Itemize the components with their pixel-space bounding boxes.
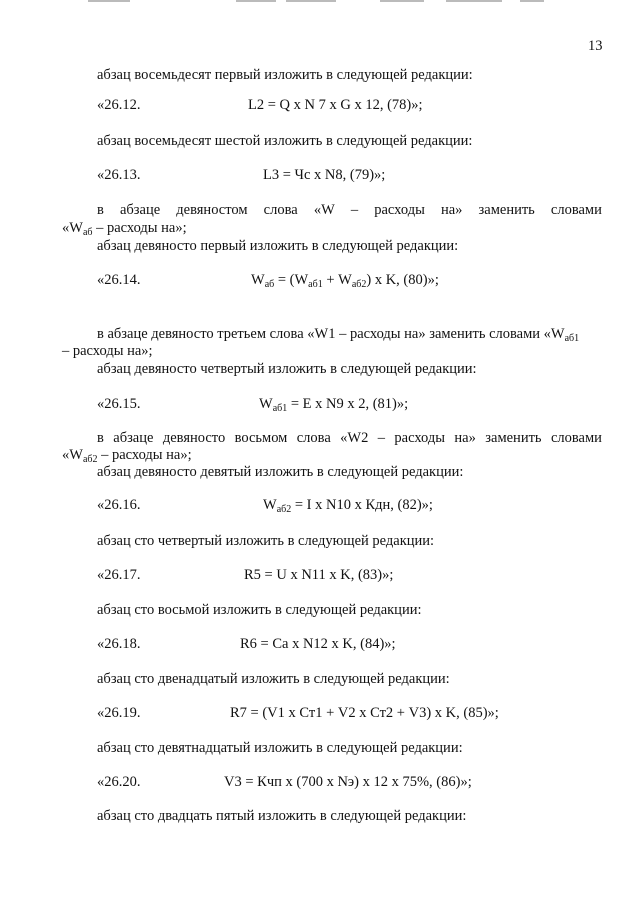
word: на» xyxy=(454,430,476,446)
paragraph-text: – расходы на»; xyxy=(62,343,153,359)
formula: $W_{аб2} = I$ x N10 x Кдн, (82)»; xyxy=(263,497,433,515)
word: – xyxy=(377,430,386,446)
scan-artifact-line xyxy=(446,0,502,2)
paragraph-text: в абзаце девяносто третьем слова «W1 – расходы на» заменить словами «$W_{аб1}$ xyxy=(97,326,580,344)
formula-number: «26.12. xyxy=(97,97,141,113)
word: «W2 xyxy=(340,430,369,446)
formula-number: «26.16. xyxy=(97,497,141,513)
paragraph-text: абзац девяносто девятый изложить в следующей редакции: xyxy=(97,464,464,480)
word: словами xyxy=(550,202,602,218)
formula: R5 = U x N11 x K, (83)»; xyxy=(244,567,394,583)
formula-number: «26.20. xyxy=(97,774,141,790)
paragraph-text: абзац восемьдесят первый изложить в следующей редакции: xyxy=(97,67,473,83)
paragraph-text: абзац сто двадцать пятый изложить в следующей редакции: xyxy=(97,808,467,824)
word: заменить xyxy=(485,430,542,446)
paragraph-text: абзац сто восьмой изложить в следующей редакции: xyxy=(97,602,422,618)
formula: $W_{аб1} = E$ x N9 x 2, (81)»; xyxy=(259,396,409,414)
formula: R6 = Ca x N12 x K, (84)»; xyxy=(240,636,396,652)
paragraph-text: абзац восемьдесят шестой изложить в следующей редакции: xyxy=(97,133,473,149)
formula-number: «26.18. xyxy=(97,636,141,652)
formula: $W_{аб} = (W_{аб1} + W_{аб2})$ x K, (80)»; xyxy=(251,272,439,290)
formula-number: «26.13. xyxy=(97,167,141,183)
word: в xyxy=(97,202,104,218)
word: расходы xyxy=(374,202,425,218)
scan-artifact-line xyxy=(520,0,544,2)
paragraph-text: «$W_{аб2}$ – расходы на»; xyxy=(62,447,192,465)
word: словами xyxy=(550,430,602,446)
formula-number: «26.14. xyxy=(97,272,141,288)
formula-number: «26.19. xyxy=(97,705,141,721)
formula: V3 = Кчп x (700 x Nэ) x 12 x 75%, (86)»; xyxy=(224,774,472,790)
scan-artifact-line xyxy=(380,0,424,2)
paragraph-text: абзац девяносто четвертый изложить в следующей редакции: xyxy=(97,361,477,377)
word: слова xyxy=(263,202,298,218)
word: заменить xyxy=(478,202,535,218)
paragraph-line-justified xyxy=(97,430,602,447)
paragraph-text: абзац сто девятнадцатый изложить в следующей редакции: xyxy=(97,740,463,756)
word: абзаце xyxy=(119,202,161,218)
paragraph-text: «$W_{аб}$ – расходы на»; xyxy=(62,220,187,238)
word: на» xyxy=(440,202,463,218)
paragraph-text: абзац девяносто первый изложить в следующей редакции: xyxy=(97,238,459,254)
word: восьмом xyxy=(234,430,288,446)
word: слова xyxy=(296,430,331,446)
word: «W xyxy=(313,202,335,218)
word: абзаце xyxy=(113,430,154,446)
word: расходы xyxy=(394,430,446,446)
word: девяносто xyxy=(162,430,226,446)
paragraph-text: абзац сто четвертый изложить в следующей редакции: xyxy=(97,533,435,549)
paragraph-text: абзац сто двенадцатый изложить в следующей редакции: xyxy=(97,671,450,687)
scan-artifact-line xyxy=(88,0,130,2)
scan-artifact-line xyxy=(286,0,336,2)
scan-artifact-line xyxy=(236,0,276,2)
paragraph-line-justified xyxy=(97,202,602,219)
word: – xyxy=(350,202,359,218)
formula-number: «26.15. xyxy=(97,396,141,412)
formula: L3 = Чс x N8, (79)»; xyxy=(263,167,386,183)
page-number: 13 xyxy=(588,38,603,54)
word: девяностом xyxy=(176,202,248,218)
formula: L2 = Q x N 7 x G x 12, (78)»; xyxy=(248,97,423,113)
word: в xyxy=(97,430,104,446)
formula: R7 = (V1 x Ст1 + V2 x Ст2 + V3) x K, (85)»; xyxy=(230,705,499,721)
formula-number: «26.17. xyxy=(97,567,141,583)
